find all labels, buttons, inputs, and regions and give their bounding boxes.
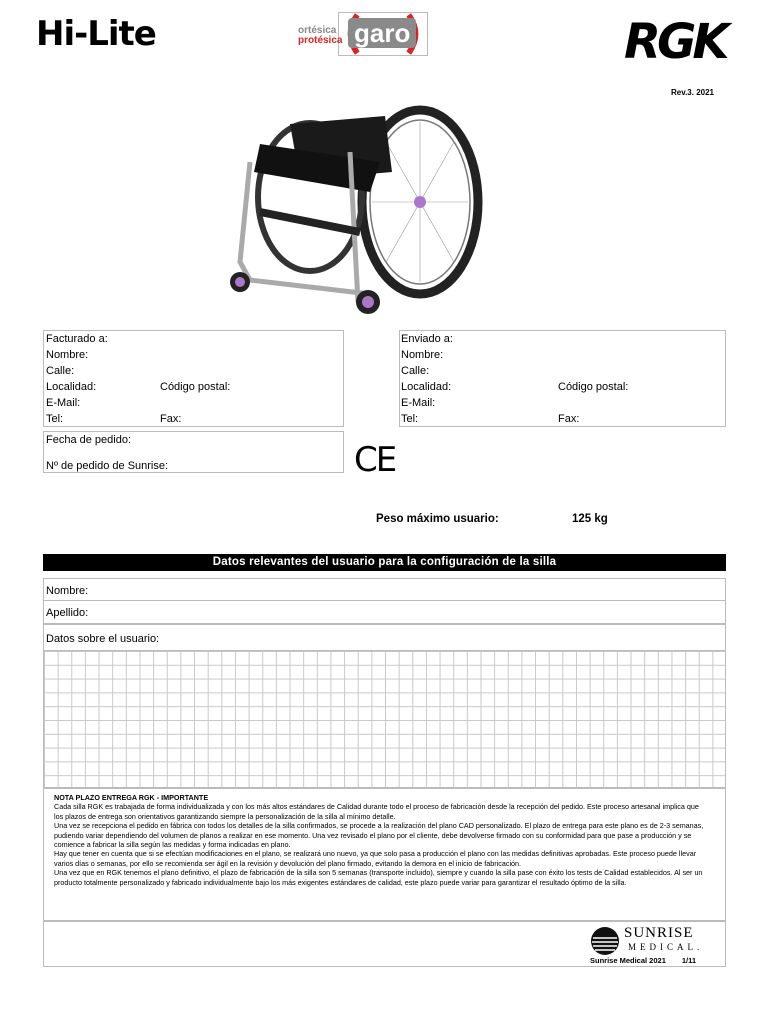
billing-fax-label: Fax: bbox=[160, 413, 182, 425]
shipping-fax-label: Fax: bbox=[558, 413, 580, 425]
billing-codigo-postal-label: Código postal: bbox=[160, 381, 231, 393]
garo-word: garo bbox=[348, 18, 416, 48]
notes-grid[interactable] bbox=[43, 650, 726, 788]
revision-label: Rev.3. 2021 bbox=[671, 88, 714, 97]
note-paragraph-3: Hay que tener en cuenta que si se efectúan modificaciones en el plano, se realizará uno nuevo, ya que solo pasa a producción el plano con las medidas definitivas aprobadas. Este proceso puede llevar varios días o semanas, por ello se recomienda ser ágil en la revisión y devolución del plano firmado, evitando la demora en el inicio de fabricación. bbox=[54, 849, 697, 868]
billing-email-label: E-Mail: bbox=[46, 397, 81, 409]
peso-maximo-value: 125 kg bbox=[572, 513, 608, 525]
user-nombre-label: Nombre: bbox=[46, 585, 89, 597]
shipping-tel-label: Tel: bbox=[401, 413, 419, 425]
billing-nombre-label: Nombre: bbox=[46, 349, 89, 361]
sunrise-sun-icon bbox=[590, 926, 620, 956]
billing-tel-label: Tel: bbox=[46, 413, 64, 425]
shipping-nombre-label: Nombre: bbox=[401, 349, 444, 361]
footer-text bbox=[590, 956, 696, 965]
user-apellido-label: Apellido: bbox=[46, 607, 89, 619]
billing-box bbox=[43, 330, 344, 427]
user-apellido-row bbox=[43, 600, 726, 624]
shipping-codigo-postal-label: Código postal: bbox=[558, 381, 629, 393]
shipping-calle-label: Calle: bbox=[401, 365, 430, 377]
peso-maximo-label: Peso máximo usuario: bbox=[376, 513, 499, 525]
note-title: NOTA PLAZO ENTREGA RGK - IMPORTANTE bbox=[54, 793, 209, 802]
sunrise-name: SUNRISE bbox=[624, 925, 694, 941]
delivery-note bbox=[54, 793, 704, 887]
note-paragraph-1: Cada silla RGK es trabajada de forma individualizada y con los más altos estándares de Calidad durante todo el proceso de fabricación desde la recepción del pedido. Este proceso artesanal implica que los plazos de entrega son orientativos garantizando siempre la personalización de la silla al mínimo detalle. bbox=[54, 802, 699, 821]
hilite-logo: Hi-Lite bbox=[36, 14, 156, 54]
shipping-box bbox=[399, 330, 726, 427]
garo-ortesica-text: ortésica bbox=[298, 25, 337, 36]
shipping-enviado-label: Enviado a: bbox=[401, 333, 453, 345]
note-paragraph-4: Una vez que en RGK tenemos el plano definitivo, el plazo de fabricación de la silla son 5 semanas (transporte incluido), siempre y cuando la silla pase con éxito los tests de Calidad establecidos. Al ser un producto totalmente personalizado y fabricado individualmente bajo los más exigentes estándares de calidad, este plazo puede variar para garantizar el resultado óptimo de la silla. bbox=[54, 868, 703, 887]
billing-facturado-label: Facturado a: bbox=[46, 333, 108, 345]
footer-brand: Sunrise Medical 2021 bbox=[590, 956, 666, 965]
rgk-logo bbox=[620, 12, 736, 74]
note-paragraph-2: Una vez se recepciona el pedido en fábrica con todos los detalles de la silla confirmados, se procede a la realización del plano CAD personalizado. El plazo de entrega para este plano es de 2-3 semanas, pudiendo variar dependiendo del volumen de planos a realizar en ese momento. Una vez revisado el plano por el cliente, debe devolverse firmado con su conformidad para que pase a producción y se comience a fabricar la silla según las medidas y forma indicadas en plano. bbox=[54, 821, 704, 850]
user-section-title: Datos relevantes del usuario para la configuración de la silla bbox=[43, 554, 726, 571]
order-numero-label: Nº de pedido de Sunrise: bbox=[46, 460, 169, 472]
billing-calle-label: Calle: bbox=[46, 365, 75, 377]
user-datos-row bbox=[43, 624, 726, 651]
order-fecha-label: Fecha de pedido: bbox=[46, 434, 132, 446]
shipping-email-label: E-Mail: bbox=[401, 397, 436, 409]
garo-logo bbox=[294, 8, 434, 60]
footer-page-number: 1/11 bbox=[681, 956, 697, 965]
wheelchair-image bbox=[220, 102, 490, 326]
shipping-localidad-label: Localidad: bbox=[401, 381, 452, 393]
user-nombre-row bbox=[43, 578, 726, 601]
sunrise-medical-text: MEDICAL. bbox=[628, 942, 704, 952]
billing-localidad-label: Localidad: bbox=[46, 381, 97, 393]
order-box bbox=[43, 431, 344, 473]
garo-protesica-text: protésica bbox=[298, 35, 343, 46]
user-datos-label: Datos sobre el usuario: bbox=[46, 633, 160, 645]
rgk-logo-text: RGK bbox=[624, 14, 726, 70]
ce-mark: CE bbox=[354, 440, 396, 480]
